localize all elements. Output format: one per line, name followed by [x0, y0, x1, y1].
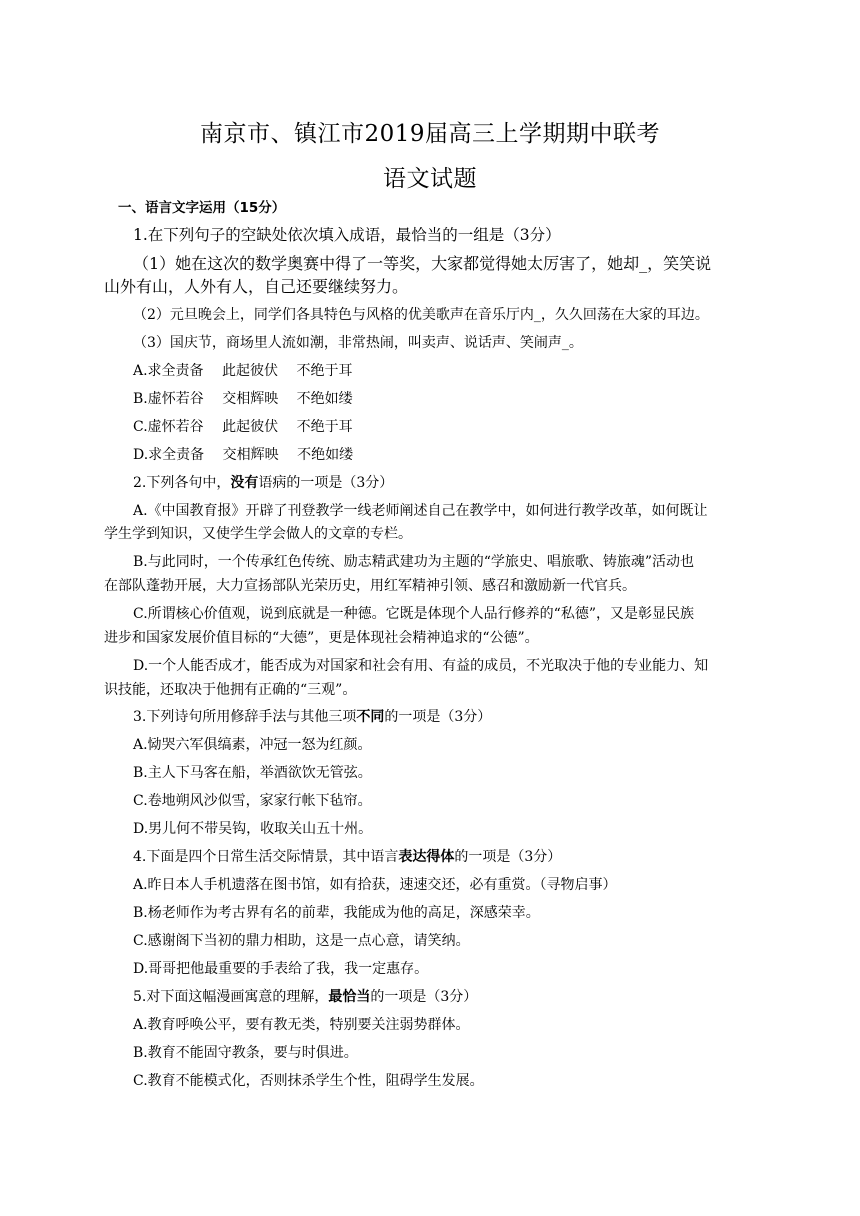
question-1-option-c: C.虚怀若谷 此起彼伏 不绝于耳	[133, 419, 353, 435]
question-2-option-b: B.与此同时，一个传承红色传统、励志精武建功为主题的“学旅史、唱旅歌、铸旅魂”活动也	[133, 554, 695, 570]
question-3-option-a: A.恸哭六军俱缟素，冲冠一怒为红颜。	[133, 737, 372, 753]
page-title: 南京市、镇江市2019届高三上学期期中联考	[199, 121, 661, 147]
question-2-option-d-cont: 识技能，还取决于他拥有正确的“三观”。	[104, 682, 357, 698]
question-2-option-c: C.所谓核心价值观，说到底就是一种德。它既是体现个人品行修养的“私德”，又是彰显民族	[133, 606, 694, 622]
question-2-stem	[133, 473, 393, 493]
question-1-option-b: B.虚怀若谷 交相辉映 不绝如缕	[133, 391, 353, 407]
question-1-option-d: D.求全责备 交相辉映 不绝如缕	[133, 447, 354, 463]
question-2-stem-bold: 没有	[230, 475, 259, 491]
question-1-stem: 1.在下列句子的空缺处依次填入成语，最恰当的一组是（3分）	[133, 226, 561, 244]
question-4-option-c: C.感谢阁下当初的鼎力相助，这是一点心意，请笑纳。	[133, 933, 470, 949]
section-heading: 一、语言文字运用（15分）	[118, 200, 286, 216]
question-2-option-d: D.一个人能否成才，能否成为对国家和社会有用、有益的成员，不光取决于他的专业能力、知	[133, 658, 709, 674]
question-3-option-b: B.主人下马客在船，举酒欲饮无管弦。	[133, 765, 372, 781]
question-1-sentence-1-cont: 山外有山，人外有人，自己还要继续努力。	[104, 277, 409, 296]
question-4-option-d: D.哥哥把他最重要的手表给了我，我一定惠存。	[133, 961, 429, 977]
question-3-stem-pre: 3.下列诗句所用修辞手法与其他三项	[133, 709, 357, 725]
question-4-stem-pre: 4.下面是四个日常生活交际情景，其中语言	[133, 849, 399, 865]
question-5-option-a: A.教育呼唤公平，要有教无类，特别要关注弱势群体。	[133, 1017, 470, 1033]
question-2-stem-post: 语病的一项是（3分）	[258, 475, 394, 491]
question-1-sentence-2: （2）元旦晚会上，同学们各具特色与风格的优美歌声在音乐厅内_，久久回荡在大家的耳边。	[133, 307, 709, 323]
question-5-stem-pre: 5.对下面这幅漫画寓意的理解，	[133, 989, 329, 1005]
question-1-sentence-3: （3）国庆节，商场里人流如潮，非常热闹，叫卖声、说话声、笑闹声_。	[133, 335, 583, 351]
question-2-stem-pre: 2.下列各句中，	[133, 475, 231, 491]
question-2-option-c-cont: 进步和国家发展价值目标的“大德”，更是体现社会精神追求的“公德”。	[104, 630, 539, 646]
question-1-option-a: A.求全责备 此起彼伏 不绝于耳	[133, 363, 353, 379]
question-3-option-d: D.男儿何不带吴钩，收取关山五十州。	[133, 821, 373, 837]
question-1-sentence-1: （1）她在这次的数学奥赛中得了一等奖，大家都觉得她太厉害了，她却_，笑笑说	[133, 254, 712, 273]
page-subtitle: 语文试题	[383, 166, 477, 192]
question-5-stem	[133, 987, 477, 1007]
question-4-option-b: B.杨老师作为考古界有名的前辈，我能成为他的高足，深感荣幸。	[133, 905, 540, 921]
question-5-stem-bold: 最恰当	[328, 989, 371, 1005]
question-3-stem-post: 的一项是（3分）	[384, 709, 492, 725]
question-2-option-a: A.《中国教育报》开辟了刊登教学一线老师阐述自己在教学中，如何进行教学改革，如何既让	[133, 503, 708, 519]
question-2-option-a-cont: 学生学到知识，又使学生学会做人的文章的专栏。	[104, 526, 412, 542]
question-5-option-c: C.教育不能模式化，否则抹杀学生个性，阻碍学生发展。	[133, 1073, 484, 1089]
question-3-stem	[133, 707, 491, 727]
question-5-stem-post: 的一项是（3分）	[370, 989, 478, 1005]
question-2-option-b-cont: 在部队蓬勃开展，大力宣扬部队光荣历史，用红军精神引领、感召和激励新一代官兵。	[104, 578, 636, 594]
question-4-stem-post: 的一项是（3分）	[454, 849, 562, 865]
question-3-stem-bold: 不同	[356, 709, 385, 725]
question-4-stem	[133, 847, 561, 867]
question-5-option-b: B.教育不能固守教条，要与时俱进。	[133, 1045, 358, 1061]
question-4-stem-bold: 表达得体	[398, 849, 455, 865]
question-4-option-a: A.昨日本人手机遗落在图书馆，如有拾获，速速交还，必有重赏。（寻物启事）	[133, 877, 617, 893]
question-3-option-c: C.卷地朔风沙似雪，家家行帐下毡帘。	[133, 793, 372, 809]
